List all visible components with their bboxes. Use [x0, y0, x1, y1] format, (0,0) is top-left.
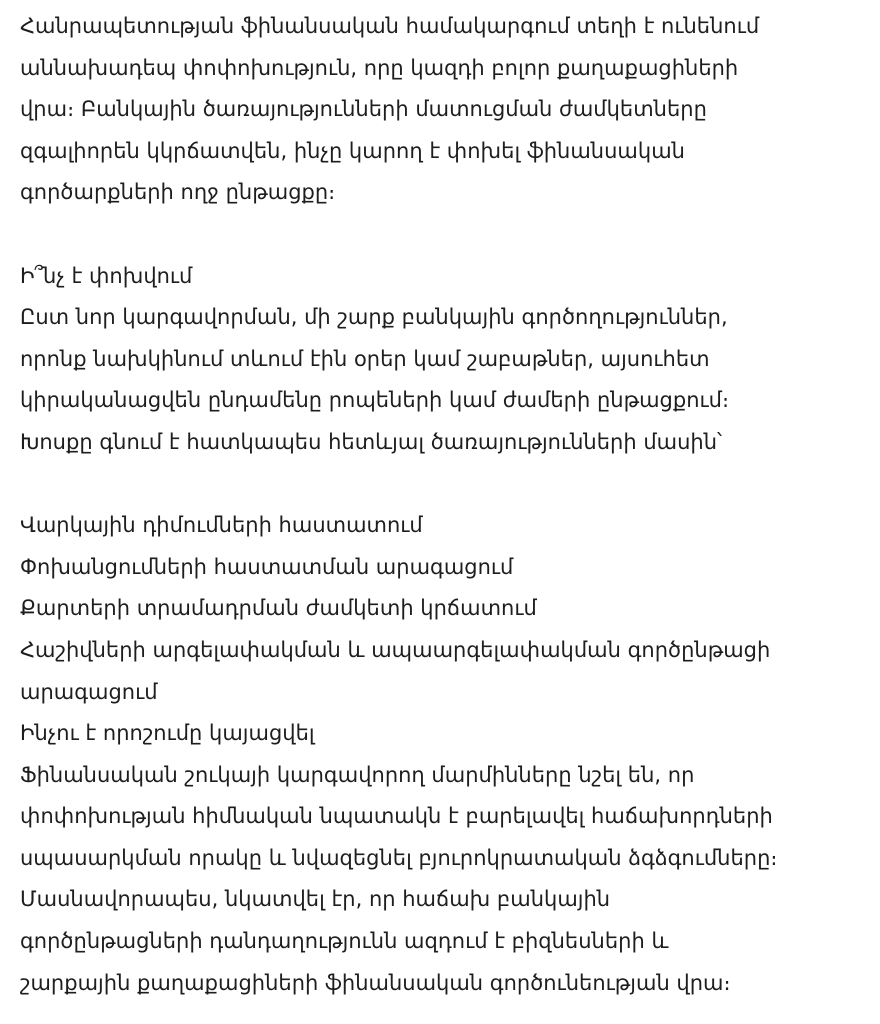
- list-item: Փոխանցումների հաստատման արագացում: [20, 554, 514, 579]
- text-line: որոնք նախկինում տևում էին օրեր կամ շաբաթներ, այսուհետ: [20, 346, 710, 371]
- text-line: փոփոխության հիմնական նպատակն է բարելավել հաճախորդների: [20, 804, 773, 829]
- list-item: Քարտերի տրամադրման ժամկետի կրճատում: [20, 596, 537, 621]
- section-heading: Ինչու է որոշումը կայացվել: [20, 721, 315, 746]
- list-item: Վարկային դիմումների հաստատում: [20, 513, 423, 538]
- list-item-continuation: արագացում: [20, 679, 158, 704]
- text-line: Ըստ նոր կարգավորման, մի շարք բանկային գործողություններ,: [20, 305, 728, 330]
- text-line: Հանրապետության ֆինանսական համակարգում տեղի է ունենում: [20, 14, 760, 38]
- text-line: Մասնավորապես, նկատվել էր, որ հաճախ բանկային: [20, 887, 611, 912]
- section-heading: Ի՞նչ է փոխվում: [20, 263, 193, 288]
- what-changes-section: [20, 256, 864, 464]
- text-line: Խոսքը գնում է հատկապես հետևյալ ծառայությունների մասին՝: [20, 429, 723, 454]
- text-line: կիրականացվեն ընդամենը րոպեների կամ ժամերի ընթացքում։: [20, 388, 730, 413]
- text-line: գործընթացների դանդաղությունն ազդում է բիզնեսների և: [20, 929, 669, 954]
- text-line: շարքային քաղաքացիների ֆինանսական գործունեության վրա։: [20, 970, 731, 995]
- paragraph-spacer: [20, 464, 864, 506]
- text-line: վրա։ Բանկային ծառայությունների մատուցման ժամկետները: [20, 97, 707, 122]
- why-section: [20, 713, 864, 1004]
- text-line: գործարքների ողջ ընթացքը։: [20, 180, 336, 205]
- list-item: Հաշիվների արգելափակման և ապաարգելափակման գործընթացի: [20, 637, 771, 662]
- text-line: Ֆինանսական շուկայի կարգավորող մարմինները նշել են, որ: [20, 762, 695, 787]
- text-line: զգալիորեն կկրճատվեն, ինչը կարող է փոխել ֆինանսական: [20, 138, 685, 163]
- paragraph-spacer: [20, 214, 864, 256]
- text-line: աննախադեպ փոփոխություն, որը կազդի բոլոր քաղաքացիների: [20, 55, 739, 80]
- services-list: [20, 505, 864, 713]
- intro-paragraph: [20, 6, 864, 214]
- text-line: սպասարկման որակը և նվազեցնել բյուրոկրատական ձգձգումները։: [20, 845, 778, 870]
